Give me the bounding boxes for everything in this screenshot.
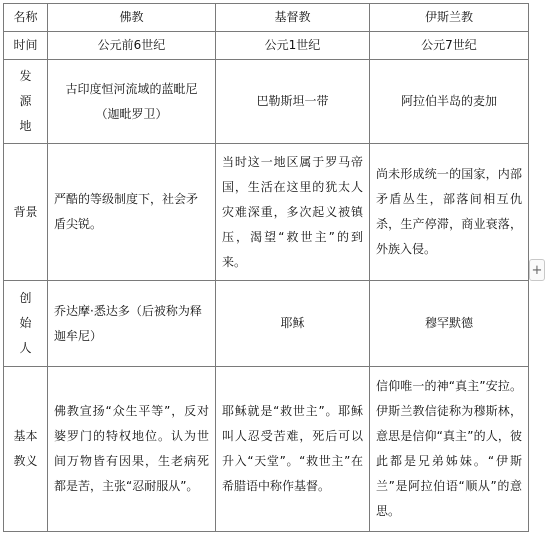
table-row-origin <box>4 60 529 144</box>
cell-time-islam: 公元7世纪 <box>370 32 529 60</box>
cell-founder-christianity: 耶稣 <box>216 281 370 367</box>
table-row-doctrine <box>4 367 529 532</box>
header-islam: 伊斯兰教 <box>370 4 529 32</box>
row-label-origin <box>4 60 48 144</box>
cell-background-islam: 尚未形成统一的国家，内部矛盾丛生，部落间相互仇杀，生产停滞，商业衰落，外族入侵。 <box>370 144 529 281</box>
religion-comparison-table <box>3 3 529 532</box>
header-buddhism: 佛教 <box>48 4 216 32</box>
table-row-background <box>4 144 529 281</box>
table-row-founder <box>4 281 529 367</box>
cell-background-buddhism: 严酷的等级制度下，社会矛盾尖锐。 <box>48 144 216 281</box>
row-label-doctrine <box>4 367 48 532</box>
table-header-row <box>4 4 529 32</box>
row-label-time: 时间 <box>4 32 48 60</box>
row-label-background: 背景 <box>4 144 48 281</box>
row-label-origin-text: 发源地 <box>19 69 32 133</box>
cell-founder-buddhism: 乔达摩·悉达多（后被称为释迦牟尼） <box>48 281 216 367</box>
cell-origin-islam: 阿拉伯半岛的麦加 <box>370 60 529 144</box>
header-christianity: 基督教 <box>216 4 370 32</box>
cell-founder-islam: 穆罕默德 <box>370 281 529 367</box>
cell-time-buddhism: 公元前6世纪 <box>48 32 216 60</box>
cell-time-christianity: 公元1世纪 <box>216 32 370 60</box>
cell-origin-christianity: 巴勒斯坦一带 <box>216 60 370 144</box>
header-name: 名称 <box>4 4 48 32</box>
plus-icon: + <box>531 263 543 278</box>
table-row-time <box>4 32 529 60</box>
cell-doctrine-christianity: 耶稣就是“救世主”。耶稣叫人忍受苦难，死后可以升入“天堂”。“救世主”在希腊语中称作基督。 <box>216 367 370 532</box>
expand-button[interactable] <box>529 259 545 281</box>
cell-origin-buddhism: 古印度恒河流域的蓝毗尼（迦毗罗卫） <box>48 60 216 144</box>
row-label-founder <box>4 281 48 367</box>
cell-doctrine-buddhism: 佛教宣扬“众生平等”，反对婆罗门的特权地位。认为世间万物皆有因果，生老病死都是苦，主张“忍耐服从”。 <box>48 367 216 532</box>
row-label-doctrine-text: 基本教义 <box>13 429 38 468</box>
row-label-founder-text: 创始人 <box>19 291 32 355</box>
cell-background-christianity: 当时这一地区属于罗马帝国，生活在这里的犹太人灾难深重，多次起义被镇压，渴望“救世主”的到来。 <box>216 144 370 281</box>
cell-doctrine-islam: 信仰唯一的神“真主”安拉。伊斯兰教信徒称为穆斯林，意思是信仰“真主”的人，彼此都是兄弟姊妹。“伊斯兰”是阿拉伯语“顺从”的意思。 <box>370 367 529 532</box>
